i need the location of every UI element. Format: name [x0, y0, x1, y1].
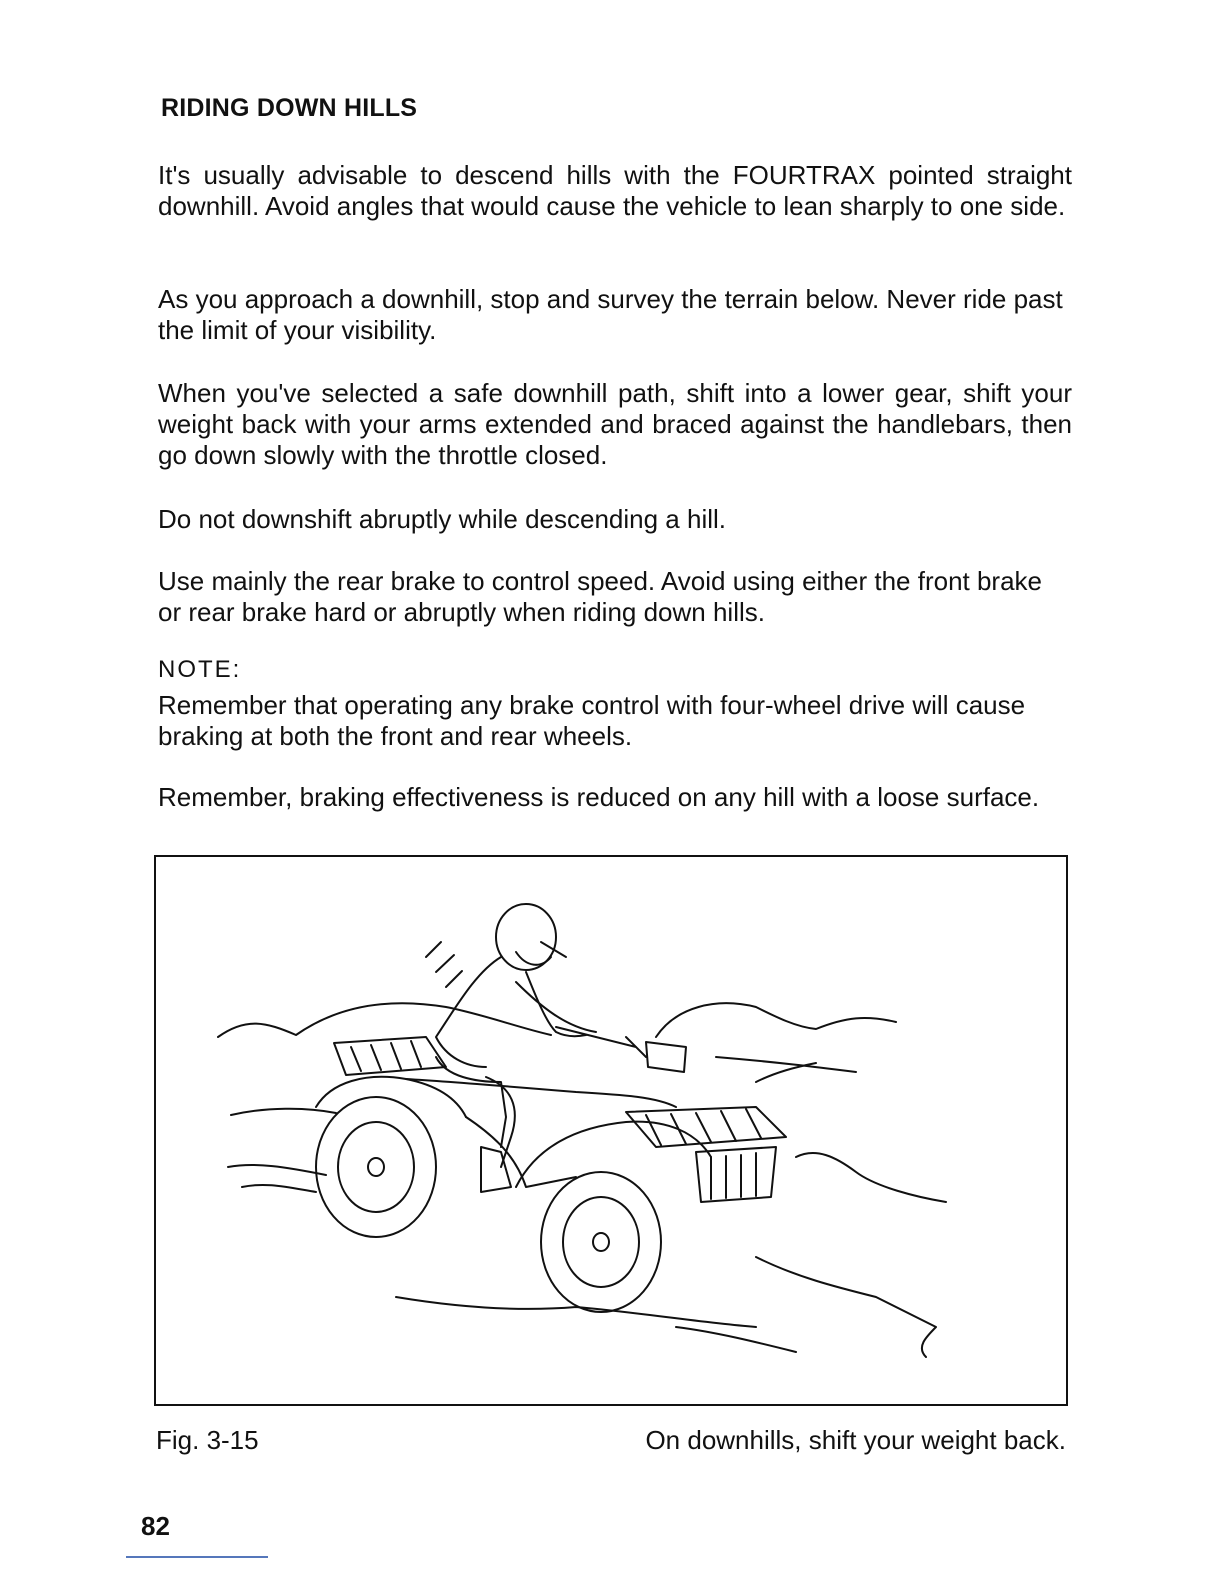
paragraph-4: Do not downshift abruptly while descending a hill. — [158, 504, 727, 534]
figure-frame — [154, 855, 1068, 1406]
figure-number: Fig. 3-15 — [156, 1425, 259, 1455]
bottom-rule — [126, 1556, 268, 1558]
note-text: Remember that operating any brake control with four-wheel drive will cause braking at both the front and rear wheels. — [158, 690, 1026, 751]
paragraph-3: When you've selected a safe downhill path, shift into a lower gear, shift your weight back with your arms extended and braced against the handlebars, then go down slowly with the throttle closed. — [158, 378, 1072, 470]
figure-caption: On downhills, shift your weight back. — [645, 1425, 1066, 1455]
atv-rider-descending-hill-illustration — [156, 857, 1066, 1404]
paragraph-5: Use mainly the rear brake to control speed. Avoid using either the front brake or rear brake hard or abruptly when riding down hills. — [158, 566, 1043, 627]
paragraph-1: It's usually advisable to descend hills with the FOURTRAX pointed straight downhill. Avoid angles that would cause the vehicle to lean sharply to one side. — [158, 160, 1072, 221]
section-heading: RIDING DOWN HILLS — [161, 94, 418, 122]
note-label: NOTE: — [158, 656, 242, 683]
closing-paragraph: Remember, braking effectiveness is reduced on any hill with a loose surface. — [158, 782, 1040, 812]
page-number: 82 — [141, 1511, 170, 1541]
paragraph-2: As you approach a downhill, stop and survey the terrain below. Never ride past the limit of your visibility. — [158, 284, 1063, 345]
